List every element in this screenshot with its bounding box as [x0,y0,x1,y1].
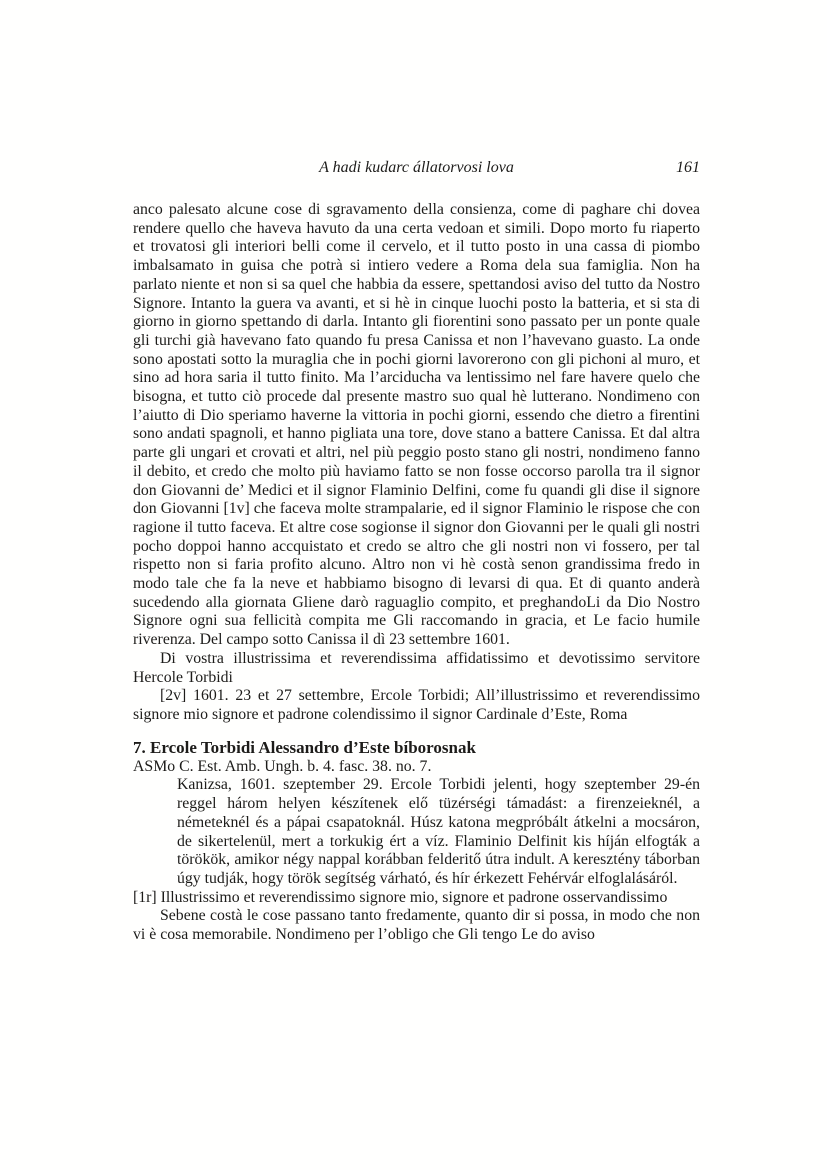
page-number: 161 [676,159,700,176]
letter-continuation-paragraph: anco palesato alcune cose di sgravamento della consienza, come di paghare chi dovea rendere quello che haveva havuto da una certa vedoan et simili. Dopo morto fu riaperto et trovatosi gli interiori belli come il cervelo, et il tutto posto in una cassa di piombo imbalsamato in guisa che potrà si intiero vedere a Roma dela sua famiglia. Non ha parlato niente et non si sa quel che habbia da essere, spettandosi aviso del tutto da Nostro Signore. Intanto la guera va avanti, et si hè in cinque luochi posto la batteria, et si sta di giorno in giorno spettando di darla. Intanto gli fiorentini sono passato per un ponte quale gli turchi già havevano fato quando fu presa Canissa et non l’havevano guasto. La onde sono apostati sotto la muraglia che in pochi giorni lavorerono con gli pichoni al muro, et sino ad hora saria il tutto finito. Ma l’arciducha va lentissimo nel fare havere quelo che bisogna, et tutto ciò procede dal presente mastro suo qual hè lutterano. Nondimeno con l’aiutto di Dio speriamo haverne la vittoria in pochi giorni, essendo che dietro a firentini sono andati spagnoli, et hanno pigliata una tore, dove stano a battere Canissa. Et dal altra parte gli ungari et crovati et altri, nel più peggio posto stano gli nostri, nondimeno fanno il debito, et credo che molto più haviamo fatto se non fosse occorso parolla tra il signor don Giovanni de’ Medici et il signor Flaminio Delfini, come fu quandi gli dise il signore don Giovanni [1v] che faceva molte strampalarie, ed il signor Flaminio le rispose che con ragione il tutto faceva. Et altre cose sogionse il signor don Giovanni per le quali gli nostri pocho doppoi hanno accquistato et credo se altro che gli nostri non vi fossero, per tal rispetto non si faria profito alcuno. Altro non vi hè costà senon grandissima fredo in modo tale che fa la neve et habbiamo bisogno di levarsi di qua. Et di quanto anderà sucedendo alla giornata Gliene darò raguaglio compito, et preghandoLi da Dio Nostro Signore ogni sua fellicità compita me Gli raccomando in gracia, et Le facio humile riverenza. Del campo sotto Canissa il dì 23 settembre 1601. [133,201,700,649]
archive-reference: ASMo C. Est. Amb. Ungh. b. 4. fasc. 38. no. 7. [133,757,432,775]
hungarian-summary-paragraph: Kanizsa, 1601. szeptember 29. Ercole Torbidi jelenti, hogy szeptember 29-én reggel három helyen készítenek elő tüzérségi támadást: a firenzeieknél, a németeknél és a pápai csapatoknál. Húsz katona megpróbált átkelni a mocsáron, de sikertelenül, mert a torkukig ért a víz. Flaminio Delfinit kis híján elfogták a törökök, amikor négy nappal korábban felderitő útra indult. A keresztény táborban úgy tudják, hogy török segítség várható, és hír érkezett Fehérvár elfoglalásáról. [177,776,700,887]
running-title: A hadi kudarc állatorvosi lova [319,159,514,176]
letter-opening-paragraph: Sebene costà le cose passano tanto fredamente, quanto dir si possa, in modo che non vi è cosa memorabile. Nondimeno per l’obligo che Gli tengo Le do aviso [133,907,700,944]
letter-salutation: [1r] Illustrissimo et reverendissimo signore mio, signore et padrone osservandissimo [133,888,668,906]
archival-endorsement-paragraph: [2v] 1601. 23 et 27 settembre, Ercole Torbidi; All’illustrissimo et reverendissimo signore mio signore et padrone colendissimo il signor Cardinale d’Este, Roma [133,687,700,723]
section-heading: 7. Ercole Torbidi Alessandro d’Este bíborosnak [133,737,476,757]
page-header [133,158,700,178]
letter-signoff-paragraph: Di vostra illustrissima et reverendissima affidatissimo et devotissimo servitore Hercole Torbidi [133,649,700,686]
page-body [133,201,700,945]
text-block [133,158,700,945]
